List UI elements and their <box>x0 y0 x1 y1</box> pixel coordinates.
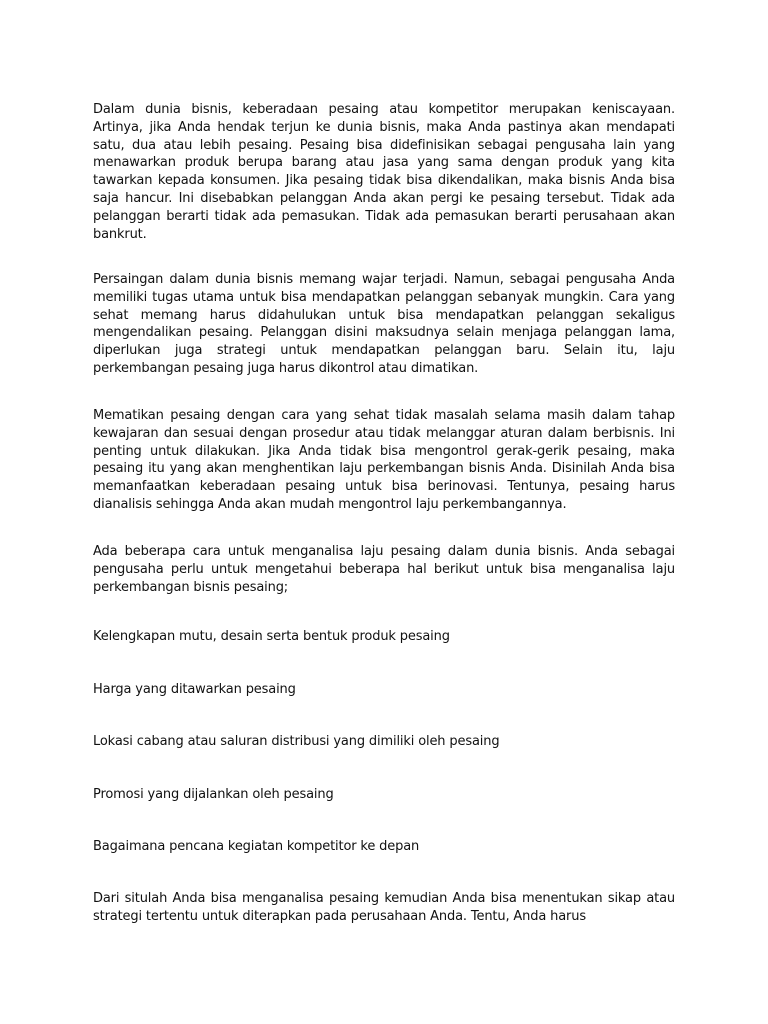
paragraph-analysis: Ada beberapa cara untuk menganalisa laju pesaing dalam dunia bisnis. Anda sebagai pengusaha perlu untuk mengetahui beberapa hal berikut untuk bisa menganalisa laju perkembangan bisnis pesaing; <box>93 544 675 595</box>
paragraph-control: Mematikan pesaing dengan cara yang sehat tidak masalah selama masih dalam tahap kewajaran dan sesuai dengan prosedur atau tidak melanggar aturan dalam berbisnis. Ini penting untuk dilakukan. Jika Anda tidak bisa mengontrol gerak-gerik pesaing, maka pesaing itu yang akan menghentikan laju perkembangan bisnis Anda. Disinilah Anda bisa memanfaatkan keberadaan pesaing untuk bisa berinovasi. Tentunya, pesaing harus dianalisis sehingga Anda akan mudah mengontrol laju perkembangannya. <box>93 408 675 512</box>
list-item: Bagaimana pencana kegiatan kompetitor ke depan <box>93 839 420 854</box>
list-item: Harga yang ditawarkan pesaing <box>93 682 296 697</box>
list-item: Kelengkapan mutu, desain serta bentuk produk pesaing <box>93 629 450 644</box>
list-item: Promosi yang dijalankan oleh pesaing <box>93 787 334 802</box>
list-item: Lokasi cabang atau saluran distribusi yang dimiliki oleh pesaing <box>93 734 500 749</box>
paragraph-competition: Persaingan dalam dunia bisnis memang wajar terjadi. Namun, sebagai pengusaha Anda memiliki tugas utama untuk bisa mendapatkan pelanggan sebanyak mungkin. Cara yang sehat memang harus didahulukan untuk bisa mendapatkan pelanggan sekaligus mengendalikan pesaing. Pelanggan disini maksudnya selain menjaga pelanggan lama, diperlukan juga strategi untuk mendapatkan pelanggan baru. Selain itu, laju perkembangan pesaing juga harus dikontrol atau dimatikan. <box>93 272 675 376</box>
paragraph-closing: Dari situlah Anda bisa menganalisa pesaing kemudian Anda bisa menentukan sikap atau strategi tertentu untuk diterapkan pada perusahaan Anda. Tentu, Anda harus <box>93 891 675 924</box>
paragraph-intro: Dalam dunia bisnis, keberadaan pesaing atau kompetitor merupakan keniscayaan. Artinya, jika Anda hendak terjun ke dunia bisnis, maka Anda pastinya akan mendapati satu, dua atau lebih pesaing. Pesaing bisa didefinisikan sebagai pengusaha lain yang menawarkan produk berupa barang atau jasa yang sama dengan produk yang kita tawarkan kepada konsumen. Jika pesaing tidak bisa dikendalikan, maka bisnis Anda bisa saja hancur. Ini disebabkan pelanggan Anda akan pergi ke pesaing tersebut. Tidak ada pelanggan berarti tidak ada pemasukan. Tidak ada pemasukan berarti perusahaan akan bankrut. <box>93 102 675 242</box>
